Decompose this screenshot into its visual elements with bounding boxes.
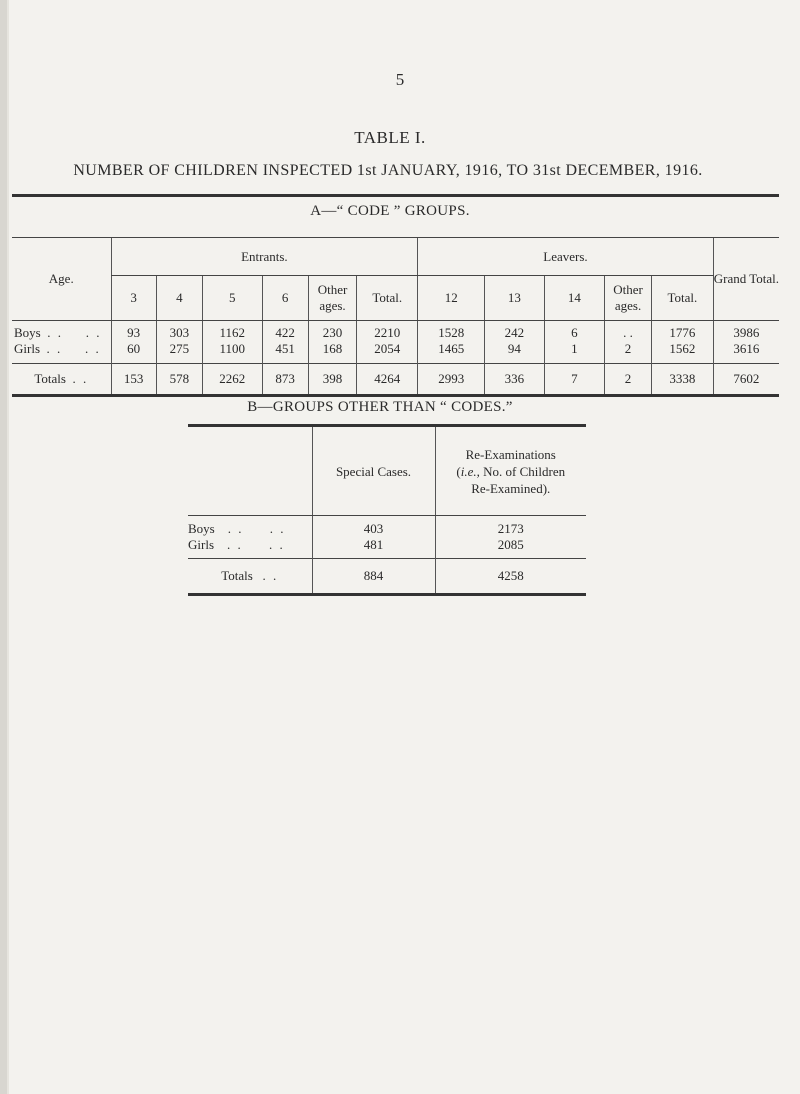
table-cell: 93 bbox=[111, 321, 156, 342]
table-row-totals bbox=[188, 559, 586, 595]
col-header: 12 bbox=[418, 276, 485, 321]
table-cell: 2085 bbox=[435, 537, 586, 559]
table-cell: 884 bbox=[312, 559, 435, 595]
row-label-totals: Totals . . bbox=[188, 559, 312, 595]
document-title: NUMBER OF CHILDREN INSPECTED 1st JANUARY, 1916, TO 31st DECEMBER, 1916. bbox=[73, 162, 703, 179]
entrants-header: Entrants. bbox=[111, 238, 418, 276]
section-b-title: B—GROUPS OTHER THAN “ CODES.” bbox=[247, 399, 513, 415]
col-header: 6 bbox=[262, 276, 308, 321]
table-cell: 242 bbox=[485, 321, 544, 342]
table-cell: 578 bbox=[156, 364, 202, 396]
row-label-boys: Boys . . . . bbox=[188, 521, 286, 536]
table-cell: 451 bbox=[262, 341, 308, 364]
table-cell: 1776 bbox=[651, 321, 713, 342]
col-header: Total. bbox=[651, 276, 713, 321]
table-row-boys bbox=[188, 516, 586, 538]
col-header: Total. bbox=[357, 276, 418, 321]
row-label-girls: Girls . . . . bbox=[188, 537, 285, 552]
table-row-boys bbox=[12, 321, 779, 342]
table-row-totals bbox=[12, 364, 779, 396]
col-header: 5 bbox=[202, 276, 262, 321]
table-cell: 60 bbox=[111, 341, 156, 364]
table-cell: 873 bbox=[262, 364, 308, 396]
page-number: 5 bbox=[395, 70, 405, 89]
table-cell: 2993 bbox=[418, 364, 485, 396]
col-header: Other ages. bbox=[605, 276, 652, 321]
table-cell: 6 bbox=[544, 321, 605, 342]
table-cell: 303 bbox=[156, 321, 202, 342]
table-cell: 4258 bbox=[435, 559, 586, 595]
table-cell: 2 bbox=[605, 364, 652, 396]
table-label: TABLE I. bbox=[354, 128, 426, 147]
leavers-header: Leavers. bbox=[418, 238, 714, 276]
col-header: 14 bbox=[544, 276, 605, 321]
col-header: 4 bbox=[156, 276, 202, 321]
other-groups-table bbox=[188, 424, 586, 596]
table-cell: 2173 bbox=[435, 516, 586, 538]
header-row-groups bbox=[12, 238, 779, 276]
row-label-girls: Girls . . . . bbox=[14, 341, 101, 356]
table-cell: 230 bbox=[308, 321, 357, 342]
table-cell: 1562 bbox=[651, 341, 713, 364]
table-row-girls bbox=[188, 537, 586, 559]
blank-header bbox=[188, 426, 312, 516]
section-a-title: A—“ CODE ” GROUPS. bbox=[310, 203, 470, 219]
age-header: Age. bbox=[12, 238, 111, 321]
table-cell: 94 bbox=[485, 341, 544, 364]
table-cell: 3986 bbox=[713, 321, 779, 342]
table-cell: 3616 bbox=[713, 341, 779, 364]
table-cell: 1162 bbox=[202, 321, 262, 342]
table-cell: 2 bbox=[605, 341, 652, 364]
table-cell: 422 bbox=[262, 321, 308, 342]
table-cell: 3338 bbox=[651, 364, 713, 396]
header-row-columns bbox=[12, 276, 779, 321]
col-header: 13 bbox=[485, 276, 544, 321]
table-cell: 7 bbox=[544, 364, 605, 396]
table-cell: 1100 bbox=[202, 341, 262, 364]
row-label-totals: Totals . . bbox=[12, 364, 111, 396]
table-cell: . . bbox=[605, 321, 652, 342]
table-cell: 153 bbox=[111, 364, 156, 396]
table-cell: 1465 bbox=[418, 341, 485, 364]
table-cell: 7602 bbox=[713, 364, 779, 396]
table-cell: 2262 bbox=[202, 364, 262, 396]
table-cell: 398 bbox=[308, 364, 357, 396]
table-cell: 2210 bbox=[357, 321, 418, 342]
header-row bbox=[188, 426, 586, 516]
table-row-girls bbox=[12, 341, 779, 364]
col-header: 3 bbox=[111, 276, 156, 321]
code-groups-table bbox=[12, 237, 779, 397]
table-cell: 168 bbox=[308, 341, 357, 364]
col-header: Other ages. bbox=[308, 276, 357, 321]
table-cell: 1528 bbox=[418, 321, 485, 342]
title-rule bbox=[12, 194, 779, 197]
reexaminations-header: Re-Examinations (i.e., No. of Children Re-Examined). bbox=[435, 426, 586, 516]
table-cell: 4264 bbox=[357, 364, 418, 396]
table-cell: 403 bbox=[312, 516, 435, 538]
table-cell: 275 bbox=[156, 341, 202, 364]
row-label-boys: Boys . . . . bbox=[14, 325, 102, 340]
table-cell: 481 bbox=[312, 537, 435, 559]
table-cell: 1 bbox=[544, 341, 605, 364]
table-cell: 2054 bbox=[357, 341, 418, 364]
grand-total-header: Grand Total. bbox=[713, 238, 779, 321]
table-cell: 336 bbox=[485, 364, 544, 396]
special-cases-header: Special Cases. bbox=[312, 426, 435, 516]
